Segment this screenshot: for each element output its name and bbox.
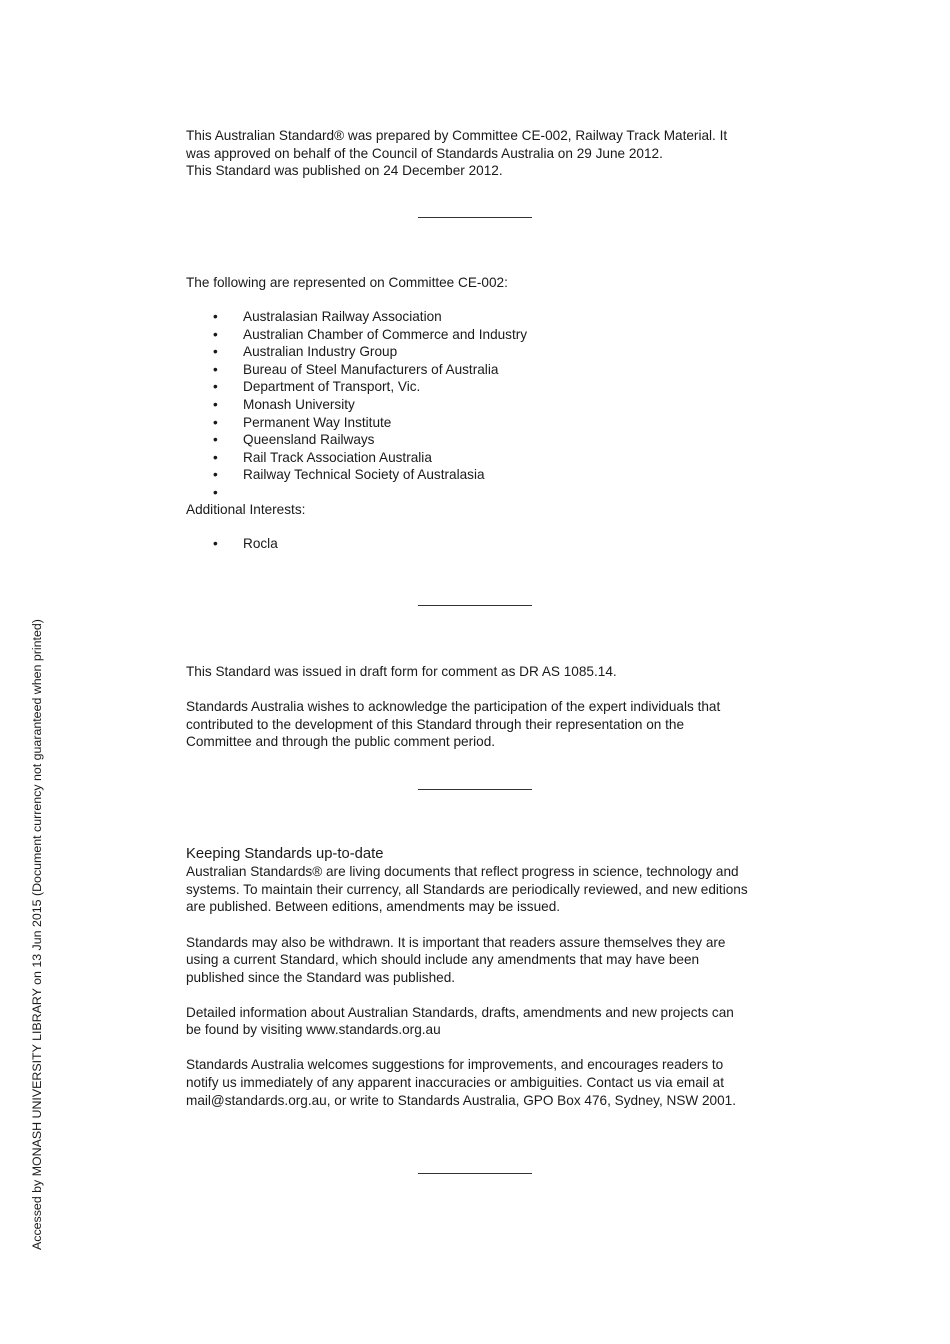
bullet-icon: •	[213, 432, 218, 448]
list-item	[186, 326, 746, 344]
list-item	[186, 535, 746, 553]
keeping-heading: Keeping Standards up-to-date	[186, 846, 384, 862]
member-name: Australian Industry Group	[243, 344, 398, 360]
member-name: Bureau of Steel Manufacturers of Australia	[243, 361, 499, 377]
list-item	[186, 414, 746, 432]
list-item	[186, 308, 746, 326]
committee-intro: The following are represented on Committee CE-002:	[186, 275, 508, 290]
list-item	[186, 431, 746, 449]
keeping-p3-line-1: Detailed information about Australian Standards, drafts, amendments and new projects can	[186, 1005, 734, 1020]
keeping-p1-line-2: systems. To maintain their currency, all Standards are periodically reviewed, and new editions	[186, 882, 748, 897]
section-divider	[418, 1173, 532, 1174]
list-item	[186, 449, 746, 467]
section-divider	[418, 217, 532, 218]
keeping-p4-text: , or write to Standards Australia, GPO Box 476, Sydney, NSW 2001.	[326, 1093, 737, 1108]
bullet-icon: •	[213, 379, 218, 395]
list-item	[186, 361, 746, 379]
committee-member-list	[186, 308, 746, 502]
member-name: Australian Chamber of Commerce and Industry	[243, 326, 528, 342]
list-item	[186, 396, 746, 414]
keeping-p1-line-1: Australian Standards® are living documents that reflect progress in science, technology and	[186, 864, 739, 879]
bullet-icon: •	[213, 414, 218, 430]
access-watermark-text: Accessed by MONASH UNIVERSITY LIBRARY on 13 Jun 2015 (Document currency not guaranteed when printed)	[30, 619, 44, 1250]
bullet-icon: •	[213, 396, 218, 412]
list-item	[186, 343, 746, 361]
keeping-p4-line-3	[186, 1092, 776, 1110]
bullet-icon: •	[213, 309, 218, 324]
bullet-icon: •	[213, 536, 218, 551]
list-item	[186, 466, 746, 484]
prep-line-2: was approved on behalf of the Council of Standards Australia on 29 June 2012.	[186, 146, 663, 161]
keeping-p2-line-3: published since the Standard was published.	[186, 970, 456, 985]
member-name: Queensland Railways	[243, 432, 375, 448]
keeping-p3-line-2	[186, 1021, 776, 1039]
additional-interests-list	[186, 535, 746, 553]
list-item	[186, 484, 746, 502]
keeping-p2-line-1: Standards may also be withdrawn. It is important that readers assure themselves they are	[186, 935, 726, 950]
bullet-icon: •	[213, 467, 218, 483]
ack-line-1: Standards Australia wishes to acknowledge the participation of the expert individuals that	[186, 699, 721, 714]
draft-issued-text: This Standard was issued in draft form for comment as DR AS 1085.14.	[186, 664, 617, 679]
ack-line-3: Committee and through the public comment period.	[186, 734, 496, 749]
prep-line-3: This Standard was published on 24 December 2012.	[186, 163, 503, 178]
member-name: Permanent Way Institute	[243, 414, 392, 430]
member-name: Rail Track Association Australia	[243, 449, 432, 465]
member-name: Rocla	[243, 536, 278, 551]
additional-interests-label: Additional Interests:	[186, 502, 306, 517]
bullet-icon: •	[213, 449, 218, 465]
member-name: Australasian Railway Association	[243, 309, 442, 324]
bullet-icon: •	[213, 484, 218, 500]
keeping-p4-line-1: Standards Australia welcomes suggestions for improvements, and encourages readers to	[186, 1057, 724, 1072]
keeping-p4-line-2: notify us immediately of any apparent inaccuracies or ambiguities. Contact us via email at	[186, 1075, 724, 1090]
bullet-icon: •	[213, 344, 218, 360]
prep-line-1: This Australian Standard® was prepared by Committee CE-002, Railway Track Material. It	[186, 128, 728, 143]
list-item	[186, 378, 746, 396]
ack-line-2: contributed to the development of this Standard through their representation on the	[186, 717, 685, 732]
member-name: Railway Technical Society of Australasia	[243, 467, 485, 483]
keeping-p2-line-2: using a current Standard, which should include any amendments that may have been	[186, 952, 700, 967]
email-link[interactable]: mail@standards.org.au	[186, 1093, 327, 1108]
member-name: Department of Transport, Vic.	[243, 379, 421, 395]
bullet-icon: •	[213, 326, 218, 342]
member-name: Monash University	[243, 396, 355, 412]
website-link[interactable]: www.standards.org.au	[306, 1022, 441, 1037]
keeping-p1-line-3: are published. Between editions, amendments may be issued.	[186, 899, 561, 914]
keeping-p3-text: be found by visiting	[186, 1022, 307, 1037]
section-divider	[418, 789, 532, 790]
section-divider	[418, 605, 532, 606]
bullet-icon: •	[213, 361, 218, 377]
